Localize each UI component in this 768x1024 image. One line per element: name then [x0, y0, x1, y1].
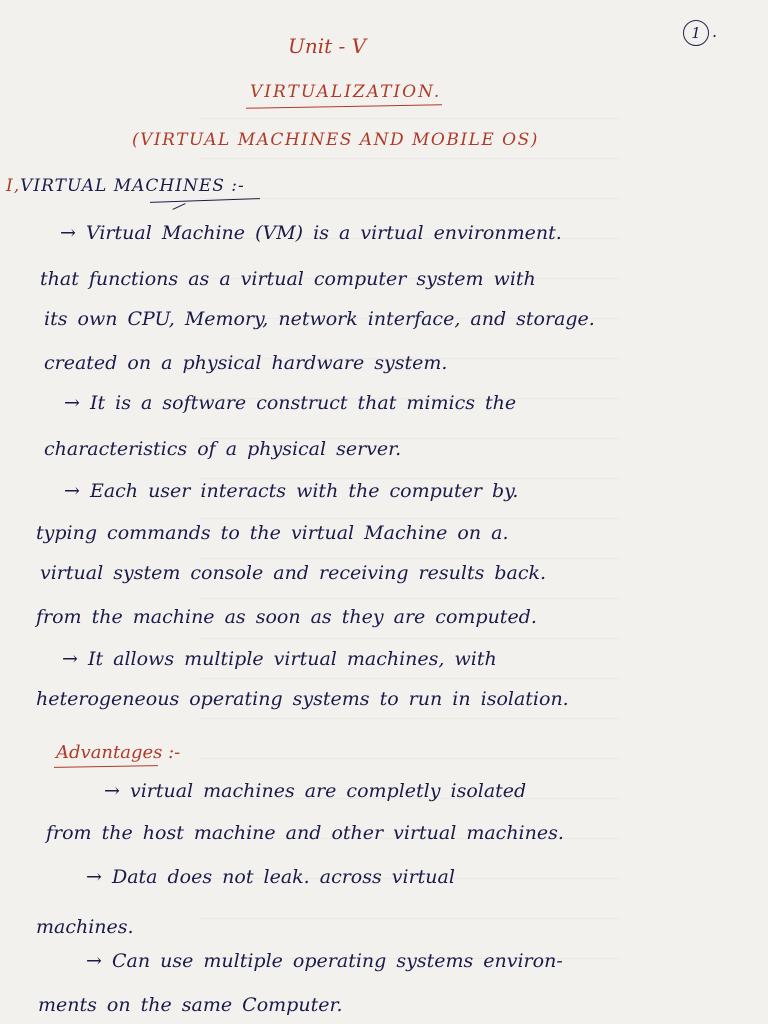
- page-number-circle: [683, 20, 709, 46]
- advantages-underline: [54, 765, 158, 768]
- section-number: I,: [6, 176, 21, 196]
- advantage-line: → virtual machines are completly isolated: [104, 780, 527, 802]
- advantages-heading: Advantages :-: [56, 742, 181, 763]
- section-underline: [150, 198, 260, 203]
- body-line: characteristics of a physical server.: [44, 438, 402, 460]
- page-title: VIRTUALIZATION.: [250, 82, 442, 102]
- section-underline-tick: [172, 203, 185, 210]
- body-line: virtual system console and receiving results back.: [40, 562, 547, 584]
- body-line: → Each user interacts with the computer by.: [64, 480, 519, 502]
- advantage-line: ments on the same Computer.: [38, 994, 343, 1016]
- section-heading: [6, 176, 245, 196]
- page-number-dot: .: [712, 22, 718, 41]
- body-line: that functions as a virtual computer system with: [40, 268, 536, 290]
- unit-heading: Unit - V: [288, 34, 367, 58]
- body-line: its own CPU, Memory, network interface, and storage.: [44, 308, 595, 330]
- body-line: from the machine as soon as they are computed.: [36, 606, 537, 628]
- section-title: VIRTUAL MACHINES :-: [20, 176, 245, 196]
- body-line: → It is a software construct that mimics the: [64, 392, 517, 414]
- body-line: → It allows multiple virtual machines, with: [62, 648, 497, 670]
- body-line: created on a physical hardware system.: [44, 352, 448, 374]
- body-line: heterogeneous operating systems to run in isolation.: [36, 688, 569, 710]
- advantage-line: → Can use multiple operating systems environ-: [86, 950, 563, 972]
- advantage-line: → Data does not leak. across virtual: [86, 866, 455, 888]
- title-underline: [246, 104, 442, 108]
- body-line: typing commands to the virtual Machine on a.: [36, 522, 509, 544]
- page-number: 1: [691, 24, 701, 42]
- advantage-line: machines.: [36, 916, 134, 938]
- body-line: → Virtual Machine (VM) is a virtual environment.: [60, 222, 562, 244]
- page-subtitle: (VIRTUAL MACHINES AND MOBILE OS): [132, 130, 539, 150]
- advantage-line: from the host machine and other virtual machines.: [46, 822, 564, 844]
